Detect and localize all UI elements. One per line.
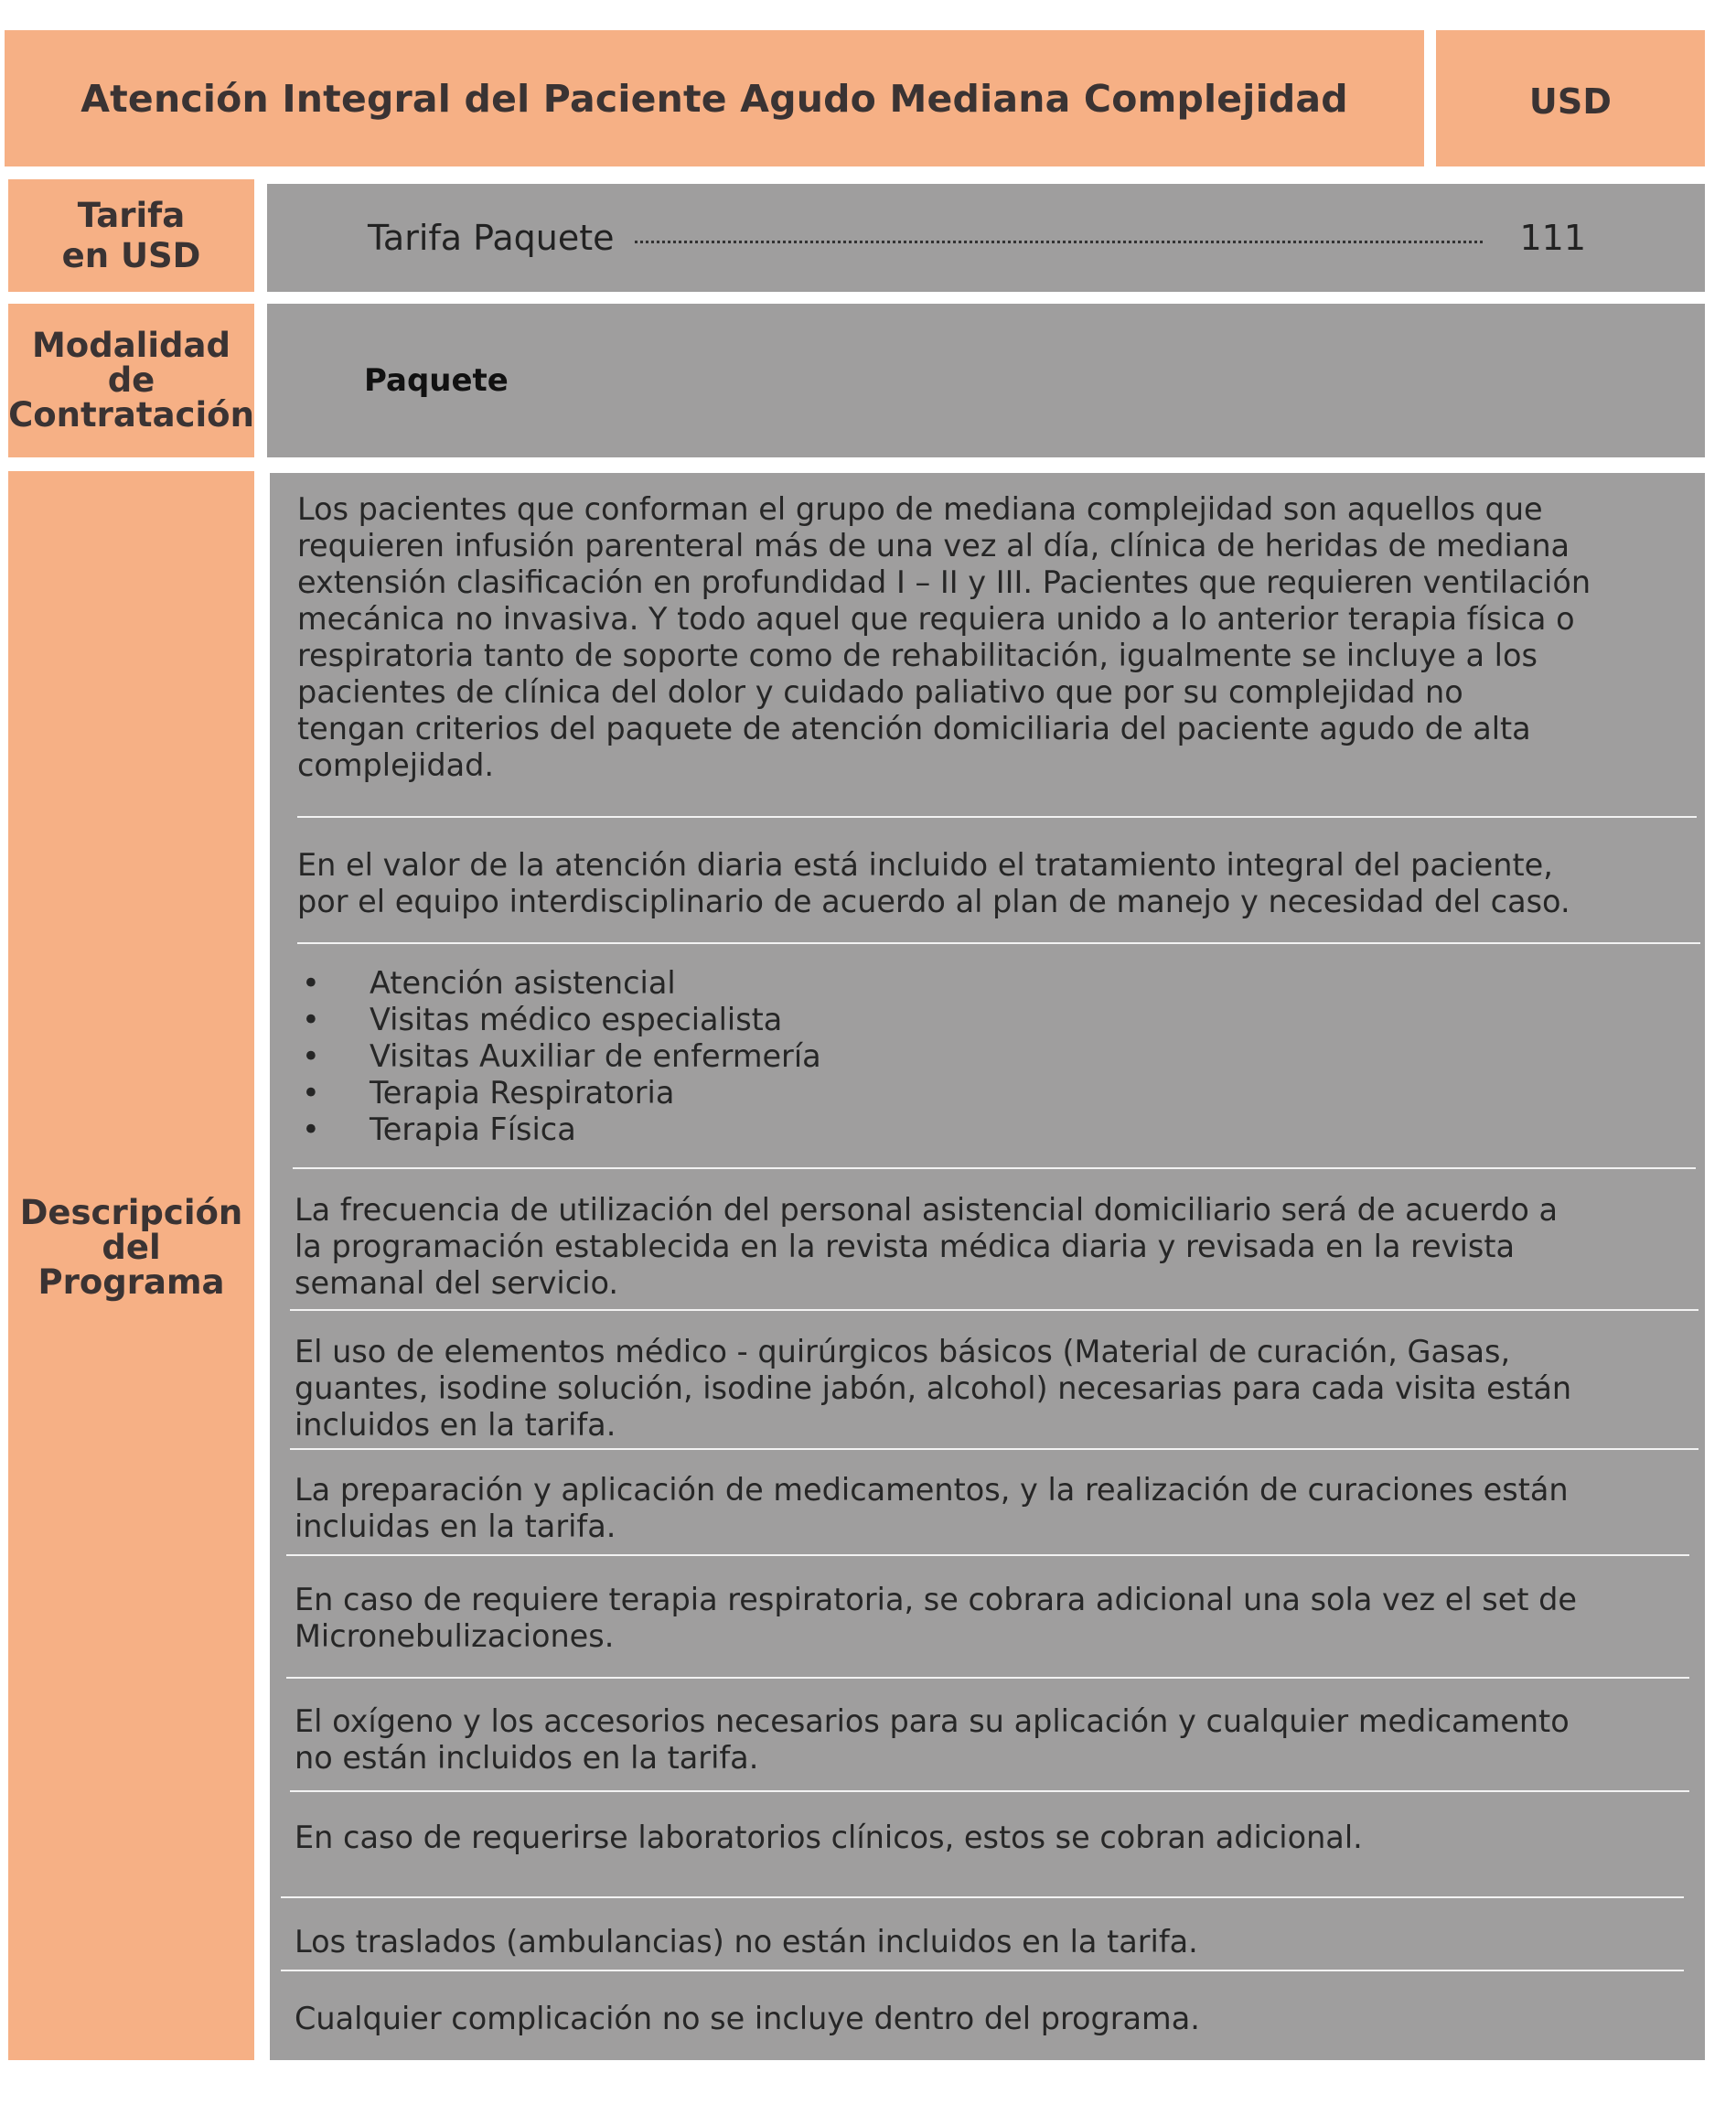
- service-name: Terapia Física: [370, 1111, 576, 1147]
- separator: [290, 1448, 1698, 1450]
- program-title-cell: [5, 30, 1424, 166]
- descripcion-label-line1: Descripción: [19, 1192, 243, 1232]
- description-paragraph-4: El uso de elementos médico - quirúrgicos básicos (Material de curación, Gasas, guantes, isodine solución, isodine jabón, alcohol) necesarias para cada visita están incluidos en la tarifa.: [295, 1334, 1572, 1443]
- separator: [290, 1309, 1698, 1311]
- description-paragraph-2: En el valor de la atención diaria está incluido el tratamiento integral del paciente, por el equipo interdisciplinario de acuerdo al plan de manejo y necesidad del caso.: [297, 847, 1570, 919]
- tarifa-label-cell: [8, 179, 254, 292]
- program-title: Atención Integral del Paciente Agudo Mediana Complejidad: [80, 76, 1348, 121]
- separator: [290, 1790, 1689, 1792]
- description-paragraph-5: La preparación y aplicación de medicamentos, y la realización de curaciones están incluidas en la tarifa.: [295, 1472, 1569, 1544]
- description-paragraph-10: Cualquier complicación no se incluye dentro del programa.: [295, 2001, 1200, 2036]
- description-paragraph-6: En caso de requiere terapia respiratoria, se cobrara adicional una sola vez el set de Micronebulizaciones.: [295, 1582, 1577, 1654]
- currency-header: USD: [1528, 81, 1613, 122]
- tarifa-value: 111: [1519, 218, 1586, 258]
- description-paragraph-9: Los traslados (ambulancias) no están incluidos en la tarifa.: [295, 1924, 1198, 1960]
- bullet-icon: •: [302, 1075, 320, 1111]
- description-paragraph-1: Los pacientes que conforman el grupo de mediana complejidad son aquellos que requieren infusión parenteral más de una vez al día, clínica de heridas de mediana extensión clasificación en profundidad I – II y III. Pacientes que requieren ventilación mecánica no invasiva. Y todo aquel que requiera unido a lo anterior terapia física o respiratoria tanto de soporte como de rehabilitación, igualmente se incluye a los pacientes de clínica del dolor y cuidado paliativo que por su complejidad no tengan criterios del paquete de atención domiciliaria del paciente agudo de alta complejidad.: [297, 491, 1591, 783]
- bullet-icon: •: [302, 1038, 320, 1074]
- bullet-icon: •: [302, 1111, 320, 1147]
- separator: [293, 1167, 1696, 1169]
- separator: [281, 1970, 1684, 1971]
- service-name: Visitas Auxiliar de enfermería: [370, 1038, 821, 1074]
- service-name: Visitas médico especialista: [370, 1002, 783, 1037]
- modalidad-label-line3: Contratación: [8, 395, 254, 435]
- separator: [286, 1554, 1689, 1556]
- separator: [297, 942, 1700, 944]
- description-paragraph-8: En caso de requerirse laboratorios clínicos, estos se cobran adicional.: [295, 1820, 1363, 1855]
- service-name: Terapia Respiratoria: [370, 1075, 675, 1111]
- description-paragraph-7: El oxígeno y los accesorios necesarios para su aplicación y cualquier medicamento no están incluidos en la tarifa.: [295, 1703, 1570, 1776]
- modalidad-label-cell: [8, 304, 254, 457]
- descripcion-label-line2: del: [102, 1227, 161, 1267]
- dotted-leader: [635, 241, 1484, 243]
- tarifa-label-line1: Tarifa: [77, 195, 186, 235]
- currency-header-cell: [1436, 30, 1705, 166]
- modalidad-value-cell: [267, 304, 1705, 457]
- separator: [297, 816, 1697, 818]
- service-name: Atención asistencial: [370, 965, 676, 1001]
- separator: [286, 1677, 1689, 1679]
- tarifa-label-line2: en USD: [61, 235, 201, 275]
- modalidad-label-line1: Modalidad: [31, 326, 230, 365]
- descripcion-content-cell: [270, 473, 1705, 2060]
- modalidad-label-line2: de: [107, 360, 155, 400]
- bullet-icon: •: [302, 1002, 320, 1037]
- descripcion-label-cell: [8, 471, 254, 2060]
- tarifa-value-cell: [267, 184, 1705, 292]
- bullet-icon: •: [302, 965, 320, 1001]
- descripcion-label-line3: Programa: [38, 1262, 225, 1302]
- tarifa-name: Tarifa Paquete: [368, 218, 615, 258]
- description-paragraph-3: La frecuencia de utilización del personal asistencial domiciliario será de acuerdo a la programación establecida en la revista médica diaria y revisada en la revista semanal del servicio.: [295, 1192, 1559, 1301]
- modalidad-value: Paquete: [364, 362, 509, 399]
- separator: [281, 1896, 1684, 1898]
